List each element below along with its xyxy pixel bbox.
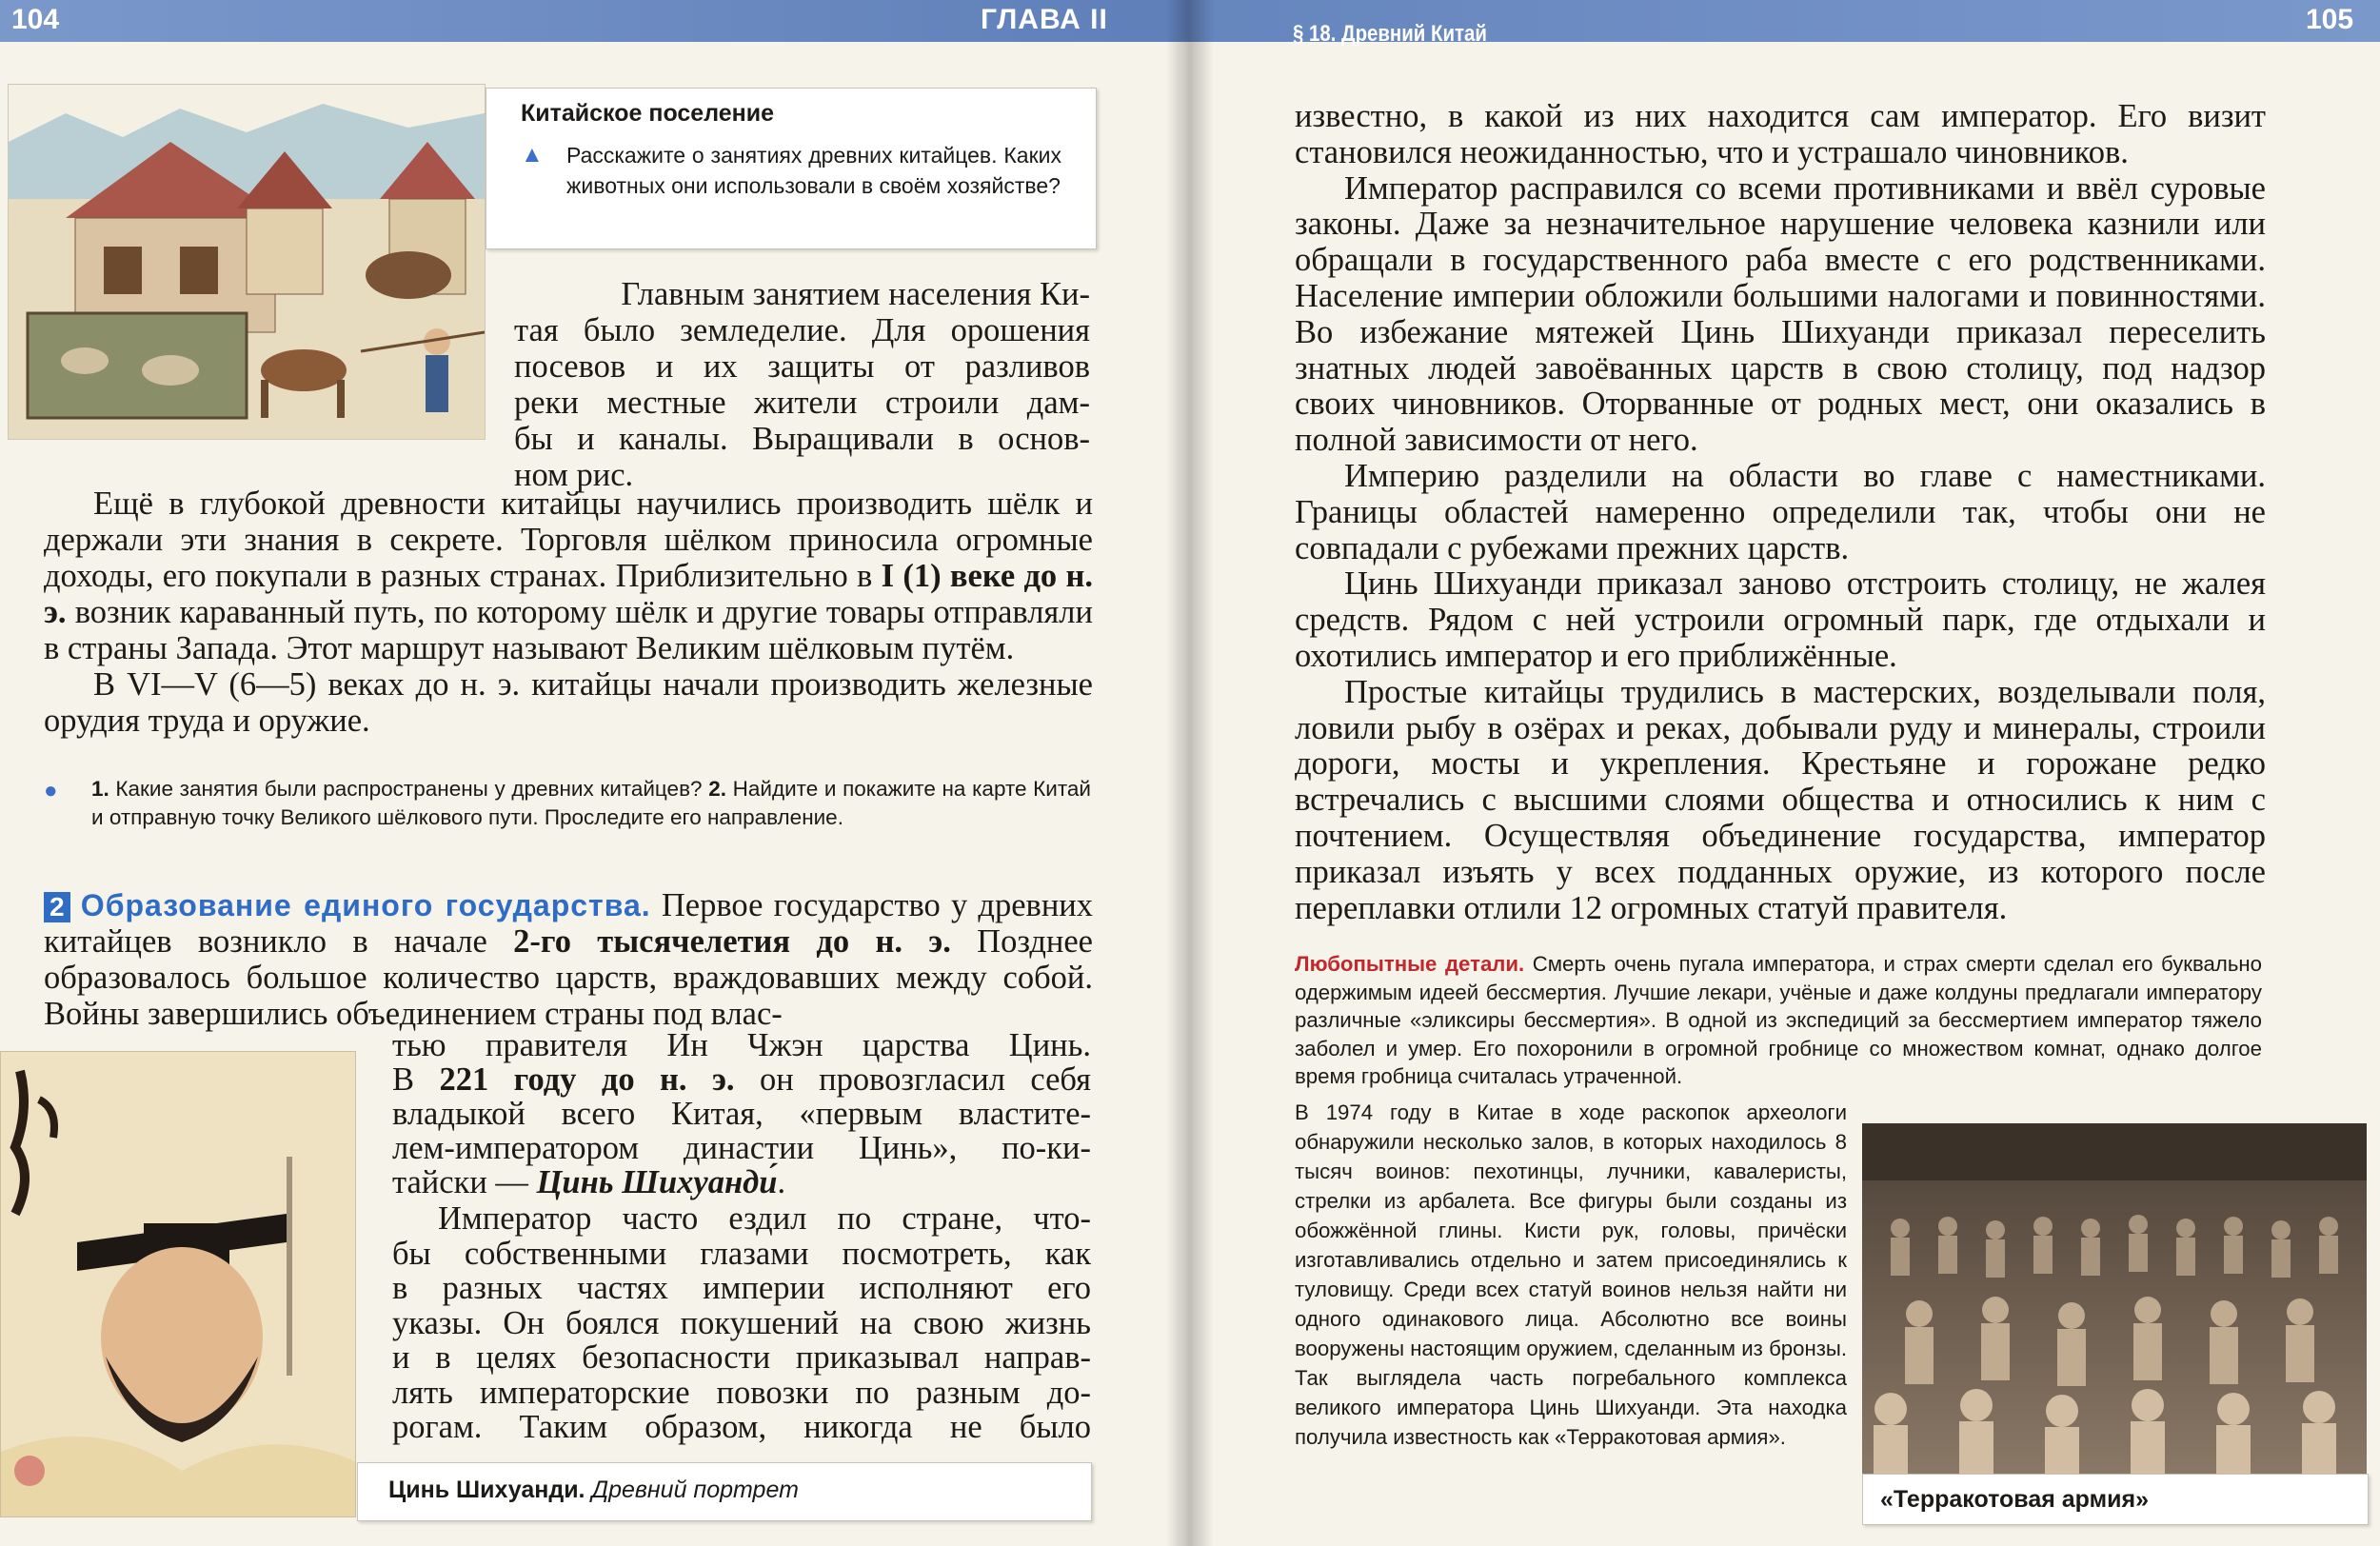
text-line: в разных частях империи исполняют его <box>392 1270 1091 1306</box>
question-2: Найдите и покажите на карте Китай и отправную точку Великого шёлкового пути. Проследите его направление. <box>91 777 1091 829</box>
paragraph-laws: Император расправился со всеми противниками и ввёл суровые законы. Даже за незначительное нарушение человека казнили или обращали в государственного раба вместе с его родственниками. Население империи обложили большими налогами и повинностями. Во избежание мятежей Цинь Шихуанди приказал переселить знатных людей завоёванных царств в свою столицу, под надзор своих чиновников. Оторванные от родных мест, они оказались в полной зависимости от него. <box>1295 169 2266 459</box>
text-line: указы. Он боялся покушений на свою жизнь <box>392 1304 1091 1341</box>
section2-text-2: Позднее образовалось большое количество царств, враждовавших между собой. Войны завершились объединением страны под влас- <box>44 923 1093 1032</box>
portrait-caption <box>357 1462 1092 1521</box>
text-line: реки местные жители строили дам- <box>514 385 1090 421</box>
farming-paragraph <box>514 276 1090 493</box>
chinese-settlement-illustration <box>8 84 486 440</box>
text-line: тая было земледелие. Для орошения <box>514 312 1090 348</box>
settlement-question: Расскажите о занятиях древних китайцев. Каких животных они использовали в своём хозяйстве? <box>566 143 1061 198</box>
paragraph-capital: Цинь Шихуанди приказал заново отстроить столицу, не жалея средств. Рядом с ней устроили огромный парк, где отдыхали и охотились император и его приближённые. <box>1295 565 2266 674</box>
section2-paragraph <box>44 887 1093 1032</box>
paragraph-regions: Империю разделили на области во главе с наместниками. Границы областей намеренно определили так, чтобы они не совпадали с рубежами прежних царств. <box>1295 457 2266 566</box>
question-number-1: 1. <box>91 777 109 801</box>
text-line: рогам. Таким образом, никогда не было <box>392 1409 1091 1445</box>
question-1: Какие занятия были распространены у древних китайцев? <box>109 777 709 801</box>
silk-text-1: Ещё в глубокой древности китайцы научились производить шёлк и держали эти знания в секрете. Торговля шёлком приносила огромные доходы, его покупали в разных странах. Приблизительно в <box>44 486 1093 594</box>
terracotta-text: В 1974 году в Китае в ходе раскопок археологи обнаружили несколько залов, в которых находилось 8 тысяч воинов: пехотинцы, лучники, кавалеристы, стрелки из арбалета. Все фигуры были созданы из обожжённой глины. Кисти рук, головы, причёски изготавливались отдельно и затем присоединялись к туловищу. Среди всех статуй воинов нельзя найти ни одного одинакового лица. Абсолютно все воины вооружены настоящим оружием, сделанным из бронзы. Так выглядела часть погребального комплекса великого императора Цинь Шихуанди. Эта находка получила известность как «Терракотовая армия». <box>1295 1100 1847 1449</box>
text-line: Главным занятием населения Ки- <box>621 276 1090 312</box>
text-line: лем-императором династии Цинь», по-ки- <box>392 1130 1091 1166</box>
right-main-text <box>1295 99 2266 926</box>
section-number-badge: 2 <box>44 892 70 922</box>
emperor-name: Цинь Шихуанди́ <box>536 1164 778 1200</box>
section2-bold-date: 2-го тысячелетия до н. э. <box>513 923 951 960</box>
silk-text-2: возник караванный путь, по которому шёлк и другие товары отправляли в страны Запада. Этот маршрут называют Великим шёлковым путём. <box>44 594 1093 666</box>
section-title: § 18. Древний Китай <box>1293 21 1487 47</box>
terracotta-army-photo <box>1862 1123 2367 1474</box>
terracotta-caption-text: «Терракотовая армия» <box>1880 1486 2149 1513</box>
curious-details-text: Смерть очень пугала императора, и страх смерти сделал его буквально одержимым идеей бессмертия. Лучшие лекари, учёные и даже колдуны предлагали императору различные «эликсиры бессмертия». В одной из экспедиций за бессмертием император тяжело заболел и умер. Его похоронили в огромной гробнице со множеством комнат, однако долгое время гробница считалась утраченной. <box>1295 952 2262 1088</box>
qin-shi-huang-portrait <box>0 1051 356 1517</box>
text-line: бы собственными глазами посмотреть, как <box>392 1235 1091 1272</box>
portrait-caption-title: Цинь Шихуанди. <box>388 1477 585 1503</box>
left-page-number: 104 <box>11 4 60 35</box>
terracotta-caption <box>1862 1474 2369 1525</box>
text-line-name: тайски — Цинь Шихуанди́. <box>392 1164 786 1200</box>
right-page-number: 105 <box>2306 4 2354 35</box>
triangle-icon: ▲ <box>521 142 544 168</box>
chapter-title: ГЛАВА II <box>981 4 1108 35</box>
section2-heading: Образование единого государства. <box>80 888 651 922</box>
questions-block <box>91 775 1091 832</box>
left-header-band <box>0 0 1190 42</box>
settlement-caption-title: Китайское поселение <box>521 100 775 127</box>
text-line: владыкой всего Китая, «первым властите- <box>392 1096 1091 1132</box>
iron-paragraph: В VI—V (6—5) веках до н. э. китайцы начали производить железные орудия труда и оружие. <box>44 666 1093 739</box>
paragraph-common-people: Простые китайцы трудились в мастерских, возделывали поля, ловили рыбу в озёрах и реках, добывали руду и минералы, строили дороги, мосты и укрепления. Крестьяне и горожане редко встречались с высшими слоями общества и относились к ним с почтением. Осуществляя объединение государства, император приказал изъять у всех подданных оружие, из которого после переплавки отлили 12 огромных статуй правителя. <box>1295 673 2266 926</box>
curious-details-block <box>1295 950 2262 1091</box>
section2-text-1: Первое государство у древних китайцев возникло в начале <box>44 887 1094 960</box>
text-line: ном рис. <box>514 457 634 493</box>
text-line: бы и каналы. Выращивали в основ- <box>514 421 1090 457</box>
right-page <box>1190 0 2380 1546</box>
text-line-221: В 221 году до н. э. он провозгласил себя <box>392 1061 1091 1098</box>
bullet-icon: ● <box>44 779 58 803</box>
silk-bold-date: I (1) веке до н. э. <box>44 558 1093 630</box>
paragraph-visit: известно, в какой из них находится сам император. Его визит становился неожиданностью, что и устрашало чиновников. <box>1295 98 2266 170</box>
text-line: посевов и их защиты от разливов <box>514 348 1090 385</box>
bold-221-date: 221 году до н. э. <box>439 1061 735 1098</box>
text-line: лять императорские повозки по разным до- <box>392 1374 1091 1411</box>
curious-details-label: Любопытные детали. <box>1295 952 1525 976</box>
portrait-caption-subtitle: Древний портрет <box>585 1477 799 1503</box>
question-number-2: 2. <box>708 777 726 801</box>
silk-paragraph <box>44 486 1093 739</box>
right-header-band <box>1190 0 2380 47</box>
text-line: и в целях безопасности приказывал направ- <box>392 1339 1091 1376</box>
portrait-side-text <box>392 1028 1091 1199</box>
text-line: Император часто ездил по стране, что- <box>438 1200 1091 1237</box>
book-spine-gutter <box>1166 0 1214 1546</box>
emperor-travel-paragraph <box>392 1201 1091 1445</box>
settlement-caption <box>486 88 1097 249</box>
text-line: тью правителя Ин Чжэн царства Цинь. <box>392 1027 1091 1063</box>
